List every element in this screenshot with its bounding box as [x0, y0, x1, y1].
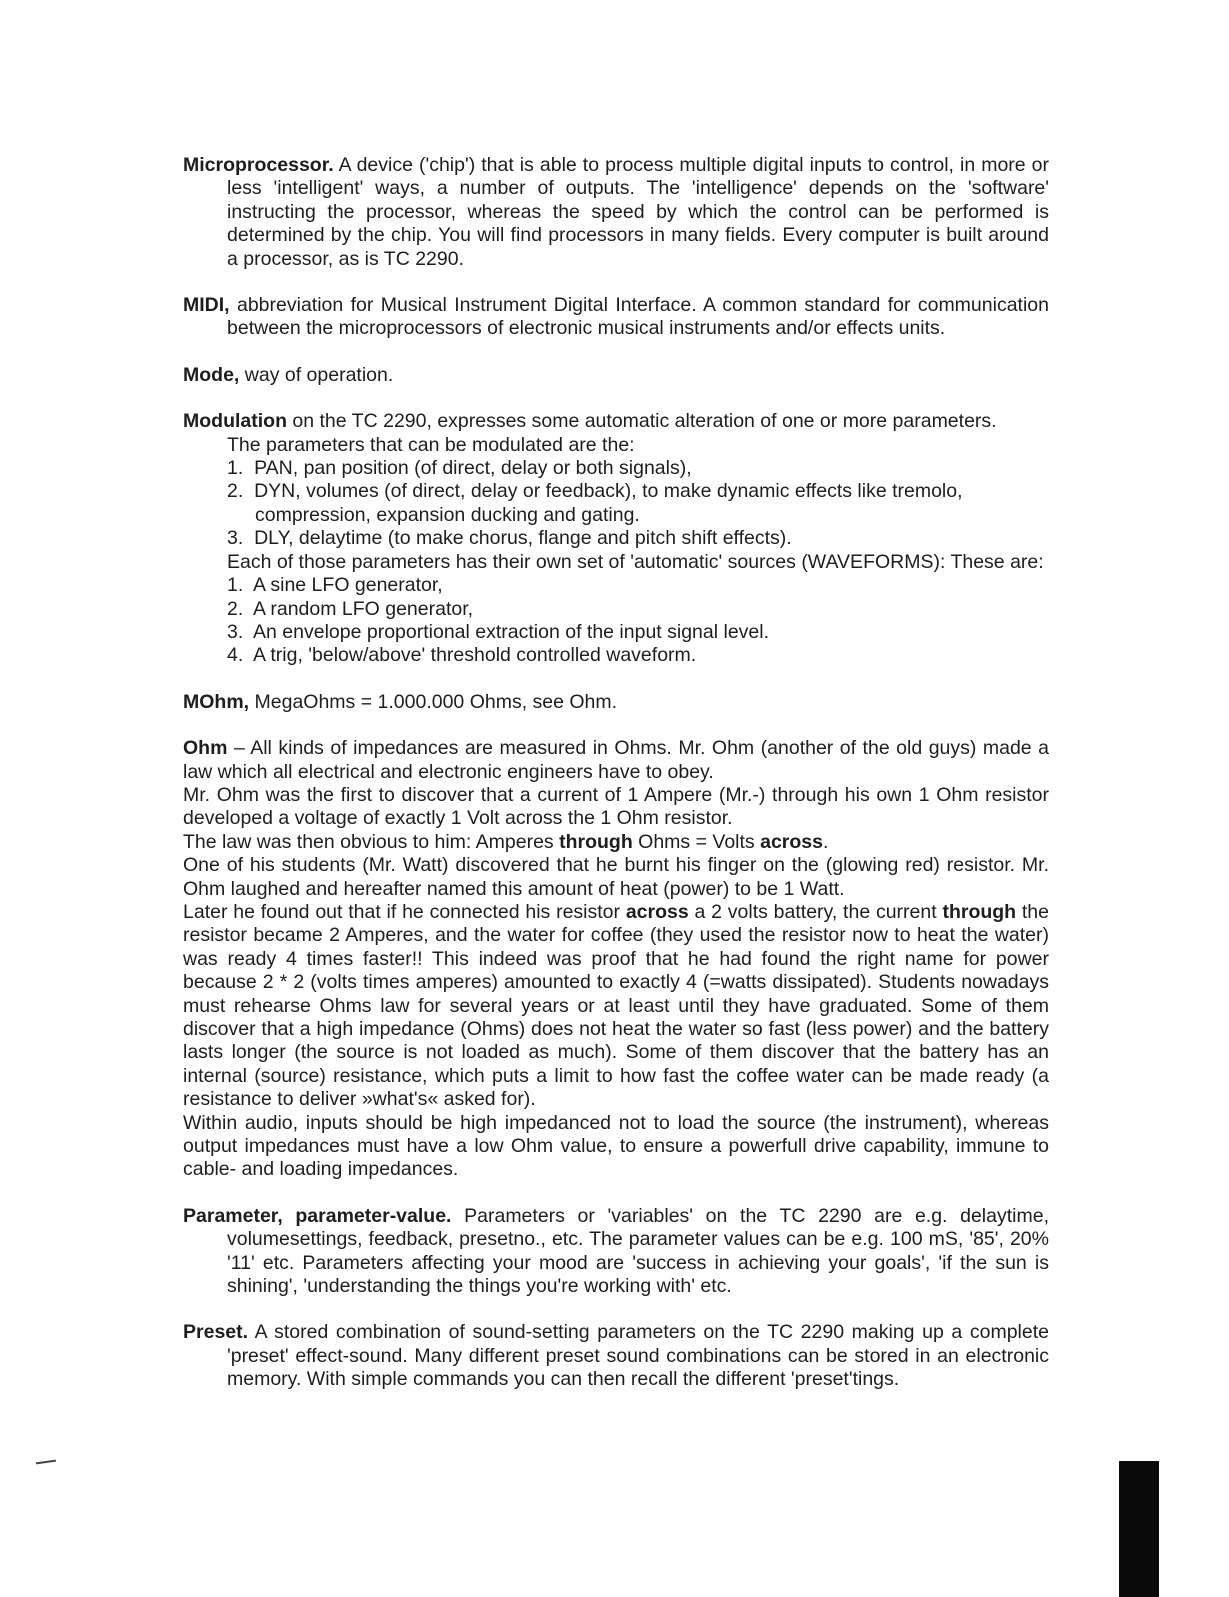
entry-term: Parameter, parameter-value. [183, 1204, 452, 1227]
list-item: 2. DYN, volumes (of direct, delay or feedback), to make dynamic effects like tremolo, compression, expansion ducking and gating. [227, 480, 963, 526]
entry-mode [183, 364, 1049, 387]
entry-text: on the TC 2290, expresses some automatic alteration of one or more parameters. [292, 410, 997, 433]
list-item: 3. DLY, delaytime (to make chorus, flange and pitch shift effects). [227, 527, 792, 550]
ohm-emphasis: across [760, 830, 823, 853]
entry-text: Parameters or 'variables' on the TC 2290 are e.g. delaytime, volumesettings, feedback, presetno., etc. The parameter values can be e.g. 100 mS, '85', 20% '11' etc. Parameters affecting your mood are 'success in achieving your goals', 'if the sun is shining', 'understanding the things you're working with' etc. [227, 1204, 1049, 1298]
list-item: 4. A trig, 'below/above' threshold controlled waveform. [227, 644, 697, 667]
ohm-paragraph: One of his students (Mr. Watt) discovered that he burnt his finger on the (glowing red) resistor. Mr. Ohm laughed and hereafter named this amount of heat (power) to be 1 Watt. [183, 854, 1049, 900]
ohm-text: Later he found out that if he connected his resistor [183, 900, 621, 923]
entry-microprocessor [183, 154, 1049, 271]
entry-body [183, 154, 1049, 271]
entry-body [183, 691, 1049, 714]
entry-body [183, 737, 1049, 784]
entry-term: Microprocessor. [183, 154, 334, 176]
entry-parameter [183, 1205, 1049, 1299]
entry-mohm [183, 691, 1049, 714]
entry-ohm [183, 737, 1049, 1182]
entry-body [183, 364, 1049, 387]
ohm-emphasis: through [559, 830, 633, 853]
entry-body [183, 1205, 1049, 1299]
entry-body [183, 294, 1049, 341]
entry-term: Preset. [183, 1321, 249, 1344]
entry-preset [183, 1321, 1049, 1391]
ohm-paragraph: Within audio, inputs should be high impedanced not to load the source (the instrument), whereas output impedances must have a low Ohm value, to ensure a powerfull drive capability, immune to cable- and loading impedances. [183, 1111, 1049, 1181]
entry-text: abbreviation for Musical Instrument Digital Interface. A common standard for communication between the microprocessors of electronic musical instruments and/or effects units. [227, 294, 1049, 340]
entry-text: MegaOhms = 1.000.000 Ohms, see Ohm. [254, 690, 618, 713]
ohm-text: Ohms = Volts [638, 830, 755, 853]
entry-term: Mode, [183, 363, 240, 386]
ohm-text: The law was then obvious to him: Amperes [183, 830, 554, 853]
entry-modulation [183, 410, 1049, 667]
ohm-text: the resistor became 2 Amperes, and the water for coffee (they used the resistor now to heat the water) was ready 4 times faster!! This indeed was proof that he had found the right name for power because 2 * 2 (volts times amperes) amounted to exactly 4 (=watts dissipated). Students nowadays must rehearse Ohms law for several years or at least until they have graduated. Some of them discover that a high impedance (Ohms) does not heat the water so fast (less power) and the battery lasts longer (the source is not loaded as much). Some of them discover that the battery has an internal (source) resistance, which puts a limit to how fast the coffee water can be made ready (a resistance to deliver »what's« asked for). [183, 900, 1049, 1111]
list-item: 3. An envelope proportional extraction of the input signal level. [227, 620, 770, 643]
list-item: 1. PAN, pan position (of direct, delay or both signals), [227, 457, 692, 480]
list-item: 2. A random LFO generator, [227, 597, 474, 620]
glossary-page [183, 154, 1049, 1415]
entry-term: MIDI, [183, 294, 230, 317]
margin-mark [36, 1460, 56, 1465]
entry-body [183, 410, 1049, 433]
ohm-text: a 2 volts battery, the current [694, 900, 937, 923]
ohm-text: . [823, 830, 829, 853]
modulation-intro: The parameters that can be modulated are the: [227, 433, 635, 456]
entry-text: – All kinds of impedances are measured in Ohms. Mr. Ohm (another of the old guys) made a law which all electrical and electronic engineers have to obey. [183, 737, 1050, 783]
thumb-index-tab [1119, 1461, 1159, 1597]
entry-text: A device ('chip') that is able to process multiple digital inputs to control, in more or less 'intelligent' ways, a number of outputs. The 'intelligence' depends on the 'software' instructing the processor, whereas the speed by which the control can be performed is determined by the chip. You will find processors in many fields. Every computer is built around a processor, as is TC 2290. [227, 154, 1049, 270]
entry-term: Ohm [183, 737, 228, 760]
list-item: 1. A sine LFO generator, [227, 574, 443, 597]
entry-midi [183, 294, 1049, 341]
entry-term: Modulation [183, 410, 287, 433]
ohm-paragraph: Mr. Ohm was the first to discover that a current of 1 Ampere (Mr.-) through his own 1 Ohm resistor developed a voltage of exactly 1 Volt across the 1 Ohm resistor. [183, 783, 1049, 830]
ohm-paragraph [183, 831, 1049, 854]
sources-intro: Each of those parameters has their own set of 'automatic' sources (WAVEFORMS): These are: [227, 550, 1044, 573]
ohm-emphasis: through [942, 900, 1017, 923]
entry-text: A stored combination of sound-setting parameters on the TC 2290 making up a complete 'preset' effect-sound. Many different preset sound combinations can be stored in an electronic memory. With simple commands you can then recall the different 'preset'tings. [227, 1321, 1049, 1391]
ohm-paragraph [183, 901, 1049, 1112]
entry-text: way of operation. [244, 363, 394, 386]
entry-body [183, 1321, 1049, 1391]
ohm-emphasis: across [625, 900, 689, 923]
entry-term: MOhm, [183, 690, 250, 713]
